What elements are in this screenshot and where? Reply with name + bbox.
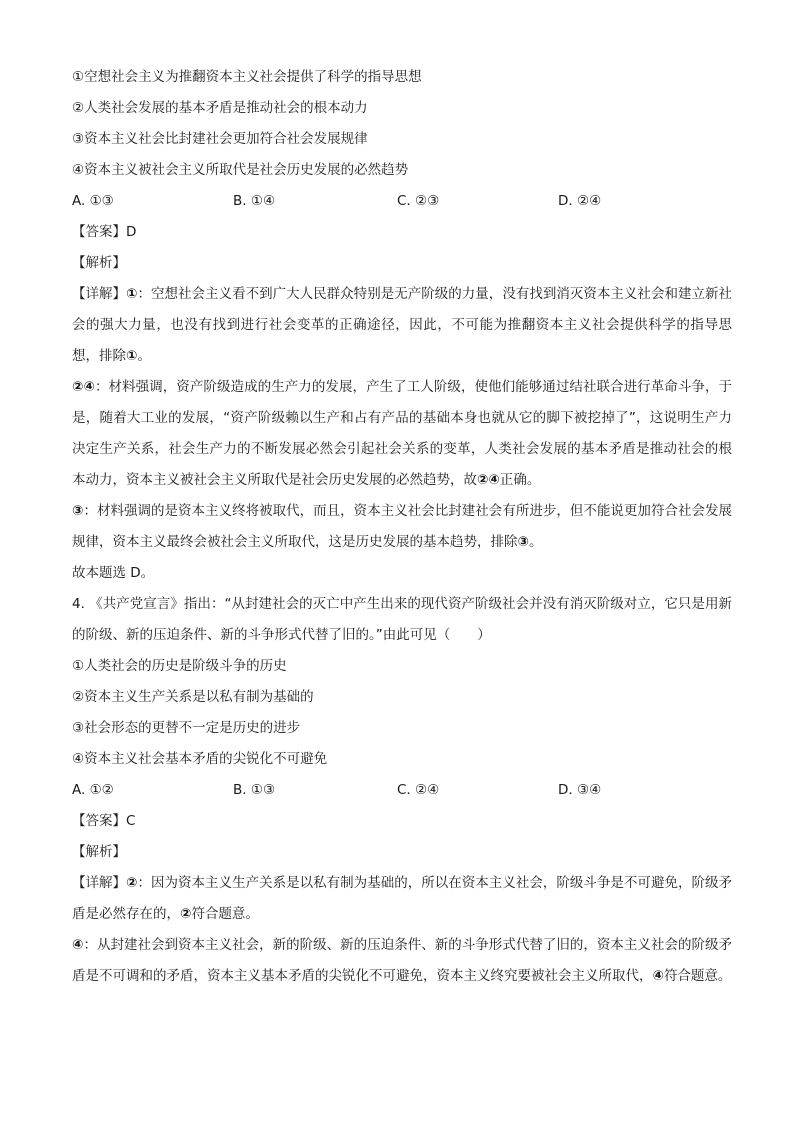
q3-answer-value: D (126, 224, 137, 240)
q3-detail-3-end-tag: ③ (517, 534, 529, 550)
q3-statement-4: ④资本主义被社会主义所取代是社会历史发展的必然趋势 (72, 162, 409, 178)
q3-statement-3: ③资本主义社会比封建社会更加符合社会发展规律 (72, 131, 368, 147)
q4-statement-3: ③社会形态的更替不一定是历史的进步 (72, 720, 301, 736)
q3-detail-2-end-tag: ②④ (477, 472, 500, 488)
q3-option-a: A. ①③ (72, 193, 114, 209)
q3-answer (72, 217, 732, 248)
q3-detail-1-text: ：空想社会主义看不到广大人民群众特别是无产阶级的力量，没有找到消灭资本主义社会和建立新社会的强大力量，也没有找到进行社会变革的正确途径，因此，不可能为推翻资本主义社会提供科学的指导思想，排除 (72, 286, 733, 364)
q3-detail-1-end: 。 (137, 348, 151, 364)
q3-detail-label: 【详解】 (72, 286, 127, 302)
q4-statement-2: ②资本主义生产关系是以私有制为基础的 (72, 689, 314, 705)
q4-option-d: D. ③④ (558, 782, 602, 798)
q3-answer-label: 【答案】 (72, 224, 126, 240)
q4-statement-4: ④资本主义社会基本矛盾的尖锐化不可避免 (72, 751, 328, 767)
q4-detail-1-end-tag: ② (180, 906, 192, 922)
q3-detail-2-text: ：材料强调，资产阶级造成的生产力的发展，产生了工人阶级，使他们能够通过结社联合进行革命斗争，于是，随着大工业的发展，“资产阶级赖以生产和占有产品的基础本身也就从它的脚下被挖掉了”，这说明生产力决定生产关系，社会生产力的不断发展必然会引起社会关系的变革，人类社会发展的基本矛盾是推动社会的根本动力，资本主义被社会主义所取代是社会历史发展的必然趋势，故 (72, 379, 732, 488)
q4-detail-1-text: ：因为资本主义生产关系是以私有制为基础的，所以在资本主义社会，阶级斗争是不可避免，阶级矛盾是必然存在的， (72, 875, 733, 922)
q3-detail-3-tag: ③ (72, 503, 84, 519)
q4-detail-1 (72, 868, 732, 930)
q4-detail-1-tag: ② (126, 875, 138, 891)
q4-detail-2-text: ：从封建社会到资本主义社会，新的阶级、新的压迫条件、新的斗争形式代替了旧的，资本主义社会的阶级矛盾是不可调和的矛盾，资本主义基本矛盾的尖锐化不可避免，资本主义终究要被社会主义所取代， (72, 937, 733, 984)
q3-detail-3-end: 。 (528, 534, 543, 550)
q3-option-d: D. ②④ (558, 193, 602, 209)
q4-answer-label: 【答案】 (72, 813, 126, 829)
q4-detail-2-end-tag: ④ (652, 968, 664, 984)
q3-option-b: B. ①④ (233, 193, 276, 209)
q3-detail-1-tag: ① (126, 286, 138, 302)
q4-detail-1-end: 符合题意。 (191, 906, 259, 922)
q4-option-a: A. ①② (72, 782, 114, 798)
q4-detail-2 (72, 930, 732, 992)
q4-option-b: B. ①③ (233, 782, 276, 798)
q4-detail-2-end: 符合题意。 (663, 968, 732, 984)
q3-detail-2-tag: ②④ (72, 379, 95, 395)
q3-detail-3-text: ：材料强调的是资本主义终将被取代，而且，资本主义社会比封建社会有所进步，但不能说更加符合社会发展规律，资本主义最终会被社会主义所取代，这是历史发展的基本趋势，排除 (72, 503, 733, 550)
q3-options (72, 186, 732, 217)
q4-statement-1: ①人类社会的历史是阶级斗争的历史 (72, 658, 287, 674)
q3-detail-1 (72, 279, 732, 372)
q3-option-c: C. ②③ (397, 193, 440, 209)
q4-detail-label: 【详解】 (72, 875, 127, 891)
q3-detail-1-end-tag: ① (126, 348, 138, 364)
q4-detail-2-tag: ④ (72, 937, 84, 953)
q3-conclusion: 故本题选 D。 (72, 565, 155, 581)
q3-statement-1: ①空想社会主义为推翻资本主义社会提供了科学的指导思想 (72, 69, 422, 85)
q4-option-c: C. ②④ (397, 782, 440, 798)
q4-analysis-label: 【解析】 (72, 844, 126, 860)
q3-detail-2 (72, 372, 732, 496)
q3-statement-2: ②人类社会发展的基本矛盾是推动社会的根本动力 (72, 100, 368, 116)
q3-detail-2-end: 正确。 (499, 472, 541, 488)
q4-answer-value: C (126, 813, 136, 829)
q3-analysis-label: 【解析】 (72, 255, 126, 271)
q4-options (72, 775, 732, 806)
q4-stem: 4. 《共产党宣言》指出：“从封建社会的灭亡中产生出来的现代资产阶级社会并没有消灭阶级对立，它只是用新的阶级、新的压迫条件、新的斗争形式代替了旧的。”由此可见（ ） (72, 596, 732, 643)
q3-detail-3 (72, 496, 732, 558)
document-page (72, 62, 732, 992)
q4-answer (72, 806, 732, 837)
